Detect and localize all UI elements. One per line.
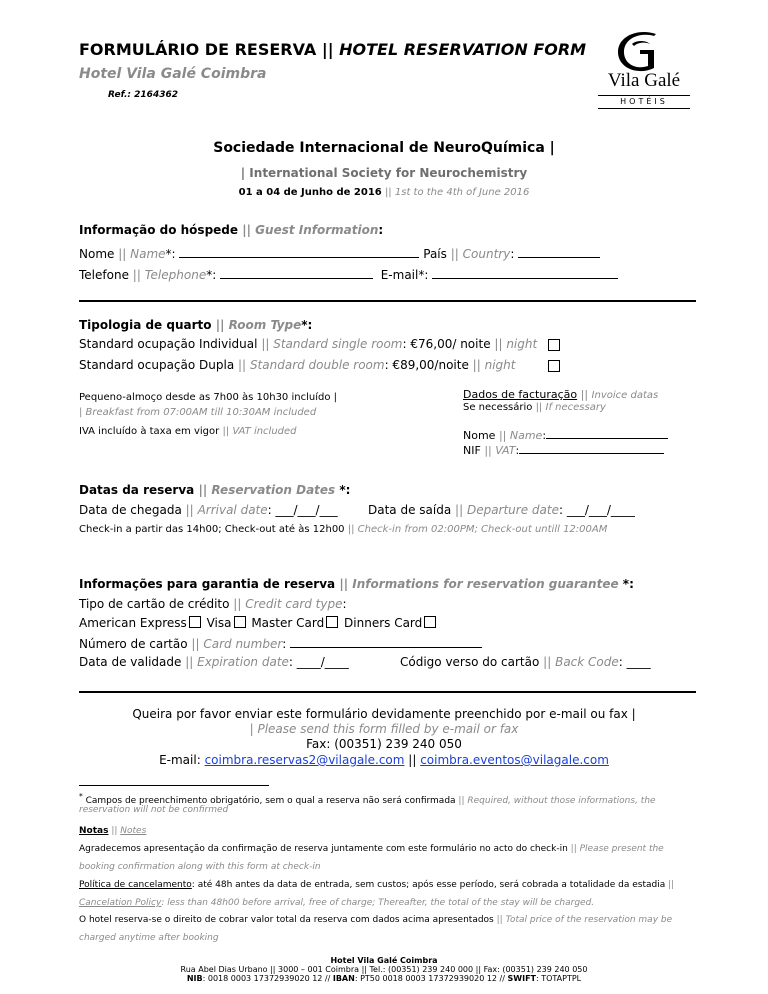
departure-row bbox=[368, 503, 635, 517]
guest-phone-field[interactable] bbox=[220, 266, 373, 279]
note-2-en-text: : less than 48h00 before arrival, free of charge; Thereafter, the total of the stay will be charged. bbox=[161, 898, 595, 908]
note-3-pt: O hotel reserva-se o direito de cobrar valor total da reserva com dados acima apresentados bbox=[79, 915, 494, 925]
footnote-en: Required, without those informations, the bbox=[467, 796, 656, 806]
heading-colon: : bbox=[378, 223, 384, 237]
separator: || bbox=[384, 187, 392, 198]
separator: || bbox=[484, 444, 492, 457]
checkin-en: Check-in from 02:00PM; Check-out untill 12:00AM bbox=[357, 524, 608, 535]
swift-value: : TOTAPTPL bbox=[535, 974, 582, 983]
separator: || bbox=[185, 503, 194, 517]
separator: || bbox=[118, 247, 127, 261]
footnote-pt: Campos de preenchimento obrigatório, sem o qual a reserva não será confirmada bbox=[82, 796, 456, 806]
nib-label: NIB bbox=[186, 974, 203, 983]
note-1-pt: Agradecemos apresentação da confirmação de reserva juntamente com este formulário no acto do check-in bbox=[79, 844, 568, 854]
divider bbox=[79, 300, 696, 302]
nib-value: : 0018 0003 17372939020 12 // bbox=[202, 974, 333, 983]
card-visa-label: Visa bbox=[206, 616, 232, 630]
vat-note bbox=[79, 426, 297, 437]
card-number-field[interactable] bbox=[290, 635, 482, 648]
logo-text: Vila Galé bbox=[607, 70, 681, 91]
arrival-label-en: Arrival date bbox=[197, 503, 268, 517]
double-room-checkbox[interactable] bbox=[548, 360, 560, 372]
invoice-nif-row: NIF || VAT: bbox=[463, 441, 664, 457]
room-heading-pt: Tipologia de quarto bbox=[79, 318, 212, 332]
checkin-note bbox=[79, 524, 607, 535]
heading-colon: *: bbox=[335, 483, 351, 497]
room-single-row bbox=[79, 337, 537, 351]
separator: || bbox=[494, 337, 503, 351]
night-label: night bbox=[484, 358, 516, 372]
divider bbox=[79, 691, 696, 693]
card-options bbox=[79, 616, 438, 630]
amex-checkbox[interactable] bbox=[189, 616, 201, 628]
send-line-en: | Please send this form filled by e-mail or fax bbox=[249, 722, 519, 736]
double-price: : €89,00/noite bbox=[384, 358, 469, 372]
separator: || bbox=[450, 247, 459, 261]
invoice-note-pt: Se necessário bbox=[463, 402, 533, 413]
expiry-en: Expiration date bbox=[197, 655, 289, 669]
single-label-pt: Standard ocupação Individual bbox=[79, 337, 258, 351]
email-label: E-mail: bbox=[159, 753, 205, 767]
card-diners-label: Dinners Card bbox=[344, 616, 423, 630]
card-master-label: Master Card bbox=[251, 616, 325, 630]
breakfast-en: | Breakfast from 07:00AM till 10:30AM included bbox=[79, 407, 317, 418]
label-colon: *: bbox=[206, 268, 217, 282]
separator: || bbox=[339, 577, 349, 591]
footnote-en-cont: reservation will not be confirmed bbox=[79, 805, 229, 815]
note-3-en: Total price of the reservation may be bbox=[505, 915, 673, 925]
iban-value: : PT50 0018 0003 17372939020 12 // bbox=[354, 974, 508, 983]
send-line-pt: Queira por favor enviar este formulário devidamente preenchido por e-mail ou fax | bbox=[132, 707, 636, 721]
invoice-name-pt: Nome bbox=[463, 429, 496, 442]
event-name-pt: Sociedade Internacional de NeuroQuímica | bbox=[213, 140, 555, 156]
note-2-pt: : até 48h antes da data de entrada, sem custos; após esse período, será cobrada a totalidade da estadia bbox=[191, 880, 666, 890]
guest-name-row bbox=[79, 245, 600, 261]
event-dates-en: 1st to the 4th of June 2016 bbox=[394, 187, 530, 198]
guest-heading bbox=[79, 223, 383, 237]
footer-hotel: Hotel Vila Galé Coimbra bbox=[330, 956, 438, 965]
double-label-en: Standard double room bbox=[249, 358, 385, 372]
diners-checkbox[interactable] bbox=[424, 616, 436, 628]
single-room-checkbox[interactable] bbox=[548, 339, 560, 351]
note-2-label: Política de cancelamento bbox=[79, 880, 192, 890]
separator: || bbox=[191, 637, 200, 651]
single-label-en: Standard single room bbox=[273, 337, 403, 351]
expiry-row bbox=[79, 655, 349, 669]
separator: || bbox=[233, 597, 242, 611]
backcode-pt: Código verso do cartão bbox=[400, 655, 540, 669]
notes-heading-en: Notes bbox=[120, 826, 147, 836]
invoice-heading-en: Invoice datas bbox=[591, 390, 659, 401]
note-1-en: Please present the bbox=[579, 844, 664, 854]
invoice-name-en: Name bbox=[509, 429, 543, 442]
reference: Ref.: 2164362 bbox=[108, 90, 178, 100]
send-emails bbox=[0, 753, 768, 767]
invoice-nif-pt: NIF bbox=[463, 444, 481, 457]
form-title-en: HOTEL RESERVATION FORM bbox=[339, 40, 587, 59]
event-name-en: | International Society for Neurochemistry bbox=[240, 166, 528, 180]
backcode-row bbox=[400, 655, 651, 669]
expiry-pt: Data de validade bbox=[79, 655, 182, 669]
room-heading bbox=[79, 318, 312, 332]
guarantee-heading bbox=[79, 577, 634, 591]
backcode-field[interactable]: : ____ bbox=[618, 655, 651, 669]
invoice-nif-field[interactable] bbox=[519, 441, 664, 454]
hotel-name: Hotel Vila Galé Coimbra bbox=[79, 66, 267, 82]
invoice-note-en: If necessary bbox=[545, 402, 606, 413]
iban-label: IBAN bbox=[332, 974, 355, 983]
separator: || bbox=[472, 358, 481, 372]
separator: || bbox=[668, 880, 675, 890]
guest-name-field[interactable] bbox=[179, 245, 419, 258]
separator: || bbox=[111, 826, 118, 836]
separator: || bbox=[238, 358, 247, 372]
dates-heading-pt: Datas da reserva bbox=[79, 483, 195, 497]
footnote bbox=[79, 792, 656, 806]
expiry-field[interactable]: : ____/____ bbox=[288, 655, 349, 669]
room-heading-en: Room Type bbox=[228, 318, 302, 332]
form-title bbox=[79, 40, 586, 59]
logo-g-icon bbox=[596, 30, 692, 72]
separator: || bbox=[347, 524, 355, 535]
guest-country-field[interactable] bbox=[518, 245, 600, 258]
footnote-marker: * bbox=[79, 792, 83, 801]
guest-heading-en: Guest Information bbox=[255, 223, 379, 237]
swift-label: SWIFT bbox=[507, 974, 536, 983]
note-2-en bbox=[79, 898, 594, 908]
separator: || bbox=[132, 268, 141, 282]
separator: || bbox=[261, 337, 270, 351]
guest-heading-pt: Informação do hóspede bbox=[79, 223, 239, 237]
separator: || bbox=[455, 503, 464, 517]
note-1-cont: booking confirmation along with this form at check-in bbox=[79, 862, 321, 872]
backcode-en: Back Code bbox=[555, 655, 619, 669]
departure-date-field[interactable]: : ___/___/____ bbox=[558, 503, 635, 517]
vat-pt: IVA incluído à taxa em vigor bbox=[79, 426, 220, 437]
note-1 bbox=[79, 844, 664, 854]
visa-checkbox[interactable] bbox=[234, 616, 246, 628]
separator: || bbox=[535, 402, 543, 413]
single-price: : €76,00/ noite bbox=[402, 337, 491, 351]
guarantee-heading-en: Informations for reservation guarantee bbox=[352, 577, 619, 591]
dates-heading bbox=[79, 483, 350, 497]
email-eventos-link[interactable]: coimbra.eventos@vilagale.com bbox=[420, 753, 609, 767]
vat-en: VAT included bbox=[232, 426, 297, 437]
invoice-name-row: Nome || Name: bbox=[463, 426, 668, 442]
dates-heading-en: Reservation Dates bbox=[211, 483, 336, 497]
footer-address: Rua Abel Dias Urbano || 3000 – 001 Coimbra || Tel.: (00351) 239 240 000 || Fax: (00351) 239 240 050 bbox=[180, 965, 588, 974]
cardtype-en: Credit card type bbox=[245, 597, 343, 611]
card-number-row: Número de cartão || Card number: bbox=[79, 635, 482, 651]
invoice-name-field[interactable] bbox=[546, 426, 668, 439]
separator: || bbox=[198, 483, 208, 497]
invoice-heading bbox=[463, 388, 658, 401]
guest-email-field[interactable] bbox=[432, 266, 618, 279]
event-dates bbox=[0, 187, 768, 198]
mastercard-checkbox[interactable] bbox=[326, 616, 338, 628]
card-type-label: Tipo de cartão de crédito || Credit card type: bbox=[79, 597, 347, 611]
separator: || bbox=[458, 796, 465, 806]
note-3 bbox=[79, 915, 672, 925]
phone-label-pt: Telefone bbox=[79, 268, 129, 282]
heading-colon: *: bbox=[301, 318, 313, 332]
guarantee-heading-pt: Informações para garantia de reserva bbox=[79, 577, 336, 591]
invoice-note bbox=[463, 402, 606, 413]
arrival-date-field[interactable]: : ___/___/___ bbox=[267, 503, 338, 517]
note-2 bbox=[79, 880, 674, 890]
email-reservas-link[interactable]: coimbra.reservas2@vilagale.com bbox=[204, 753, 405, 767]
heading-colon: *: bbox=[618, 577, 634, 591]
label-colon: *: bbox=[165, 247, 176, 261]
cardnum-pt: Número de cartão bbox=[79, 637, 188, 651]
double-label-pt: Standard ocupação Dupla bbox=[79, 358, 235, 372]
guest-phone-row bbox=[79, 266, 618, 282]
name-label-en: Name bbox=[130, 247, 166, 261]
label-colon: : bbox=[510, 247, 515, 261]
arrival-label-pt: Data de chegada bbox=[79, 503, 182, 517]
separator: || bbox=[543, 655, 552, 669]
breakfast-pt: Pequeno-almoço desde as 7h00 às 10h30 incluído | bbox=[79, 392, 337, 403]
separator: || bbox=[404, 753, 421, 767]
send-fax: Fax: (00351) 239 240 050 bbox=[306, 737, 462, 751]
event-dates-pt: 01 a 04 de Junho de 2016 bbox=[238, 187, 382, 198]
invoice-heading-pt: Dados de facturação bbox=[463, 388, 578, 401]
note-2-en-label: Cancelation Policy bbox=[79, 898, 162, 908]
departure-label-en: Departure date bbox=[466, 503, 559, 517]
email-label: E-mail*: bbox=[380, 268, 429, 282]
separator: || bbox=[222, 426, 230, 437]
footnote-rule bbox=[79, 785, 269, 786]
notes-heading-pt: Notas bbox=[79, 826, 109, 836]
room-double-row bbox=[79, 358, 515, 372]
separator: || bbox=[496, 915, 503, 925]
card-amex-label: American Express bbox=[79, 616, 187, 630]
separator: || bbox=[570, 844, 577, 854]
arrival-row bbox=[79, 503, 338, 517]
name-label-pt: Nome bbox=[79, 247, 115, 261]
form-title-pt: FORMULÁRIO DE RESERVA || bbox=[79, 40, 334, 59]
cardtype-pt: Tipo de cartão de crédito bbox=[79, 597, 230, 611]
cardnum-en: Card number bbox=[203, 637, 283, 651]
footer-bank bbox=[0, 974, 768, 983]
separator: || bbox=[185, 655, 194, 669]
separator: || bbox=[580, 388, 589, 401]
phone-label-en: Telephone bbox=[144, 268, 207, 282]
separator: || bbox=[215, 318, 225, 332]
checkin-pt: Check-in a partir das 14h00; Check-out até às 12h00 bbox=[79, 524, 345, 535]
country-label-pt: País bbox=[423, 247, 447, 261]
invoice-nif-en: VAT bbox=[495, 444, 516, 457]
notes-heading bbox=[79, 826, 146, 836]
country-label-en: Country bbox=[462, 247, 511, 261]
logo-subtext: HOTÉIS bbox=[620, 97, 668, 106]
departure-label-pt: Data de saída bbox=[368, 503, 452, 517]
note-3-cont: charged anytime after booking bbox=[79, 933, 219, 943]
separator: || bbox=[498, 429, 507, 442]
separator: || bbox=[242, 223, 251, 237]
vila-gale-logo bbox=[596, 30, 692, 110]
night-label: night bbox=[506, 337, 538, 351]
